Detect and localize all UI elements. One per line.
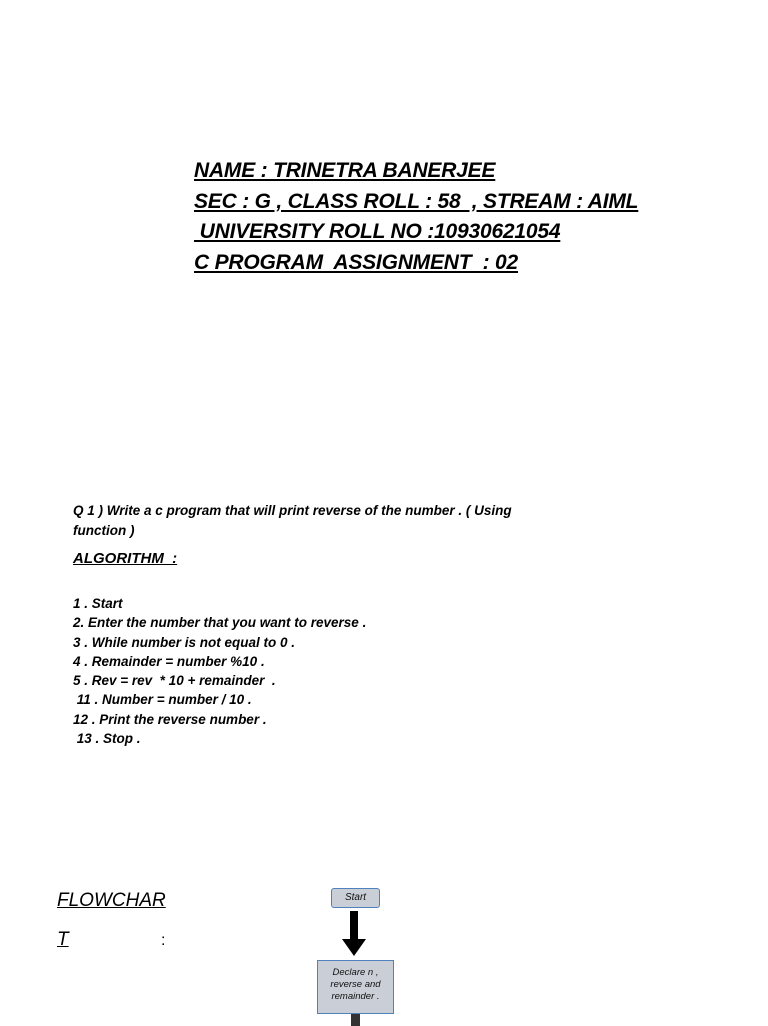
flowchart-label-colon: : (161, 932, 166, 949)
flowchart-connector (351, 1014, 360, 1026)
header-block (194, 156, 714, 278)
algorithm-step: 13 . Stop . (73, 731, 141, 747)
flowchart-start-node: Start (331, 888, 380, 908)
question-text: Q 1 ) Write a c program that will print reverse of the number . ( Using function ) (73, 503, 512, 538)
algorithm-step: 12 . Print the reverse number . (73, 711, 267, 727)
assignment-title: C PROGRAM ASSIGNMENT : 02 (194, 250, 519, 274)
algorithm-step: 2. Enter the number that you want to reverse . (73, 615, 367, 631)
algorithm-heading: ALGORITHM : (73, 550, 178, 567)
algorithm-step: 4 . Remainder = number %10 . (73, 653, 265, 669)
flowchart-label-part1: FLOWCHAR (57, 890, 166, 911)
algorithm-step: 1 . Start (73, 596, 123, 611)
flowchart-declare-node: Declare n , reverse and remainder . (317, 960, 394, 1014)
algorithm-step: 5 . Rev = rev * 10 + remainder . (73, 673, 276, 689)
section-roll-stream: SEC : G , CLASS ROLL : 58 , STREAM : AIML (194, 189, 639, 213)
algorithm-step: 3 . While number is not equal to 0 . (73, 634, 296, 650)
down-arrow-icon (337, 909, 371, 959)
student-name: NAME : TRINETRA BANERJEE (194, 159, 496, 182)
algorithm-step: 11 . Number = number / 10 . (73, 692, 252, 708)
flowchart-label-part2: T (57, 929, 69, 950)
university-roll-no: UNIVERSITY ROLL NO :10930621054 (194, 220, 561, 243)
algorithm-steps (73, 594, 366, 748)
